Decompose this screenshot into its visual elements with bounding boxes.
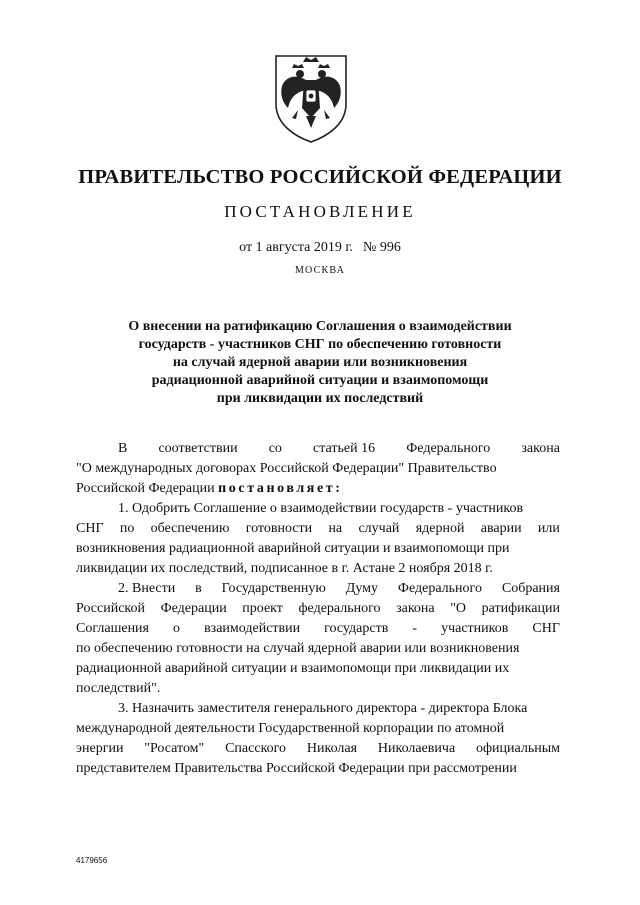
line-text: "О международных договорах Российской Федерации" Правительство [76, 461, 497, 476]
word: о [173, 621, 181, 636]
body-line [76, 679, 560, 699]
line-text: представителем Правительства Российской Федерации при рассмотрении [76, 761, 517, 776]
body-line [76, 719, 560, 739]
line-text: Российской Федерации [76, 481, 215, 496]
body-line [76, 619, 560, 639]
word: Соглашения [76, 621, 149, 636]
word: закона [521, 441, 560, 456]
body-line [76, 479, 560, 499]
word: ратификации [481, 601, 560, 616]
word: на [328, 521, 343, 536]
word: готовности [245, 521, 313, 536]
word: ядерной [415, 521, 465, 536]
word: Государственную [221, 581, 326, 596]
word: случай [358, 521, 400, 536]
word: закона [396, 601, 435, 616]
body-line [76, 459, 560, 479]
body-line [76, 759, 560, 779]
line-text: 1. Одобрить Соглашение о взаимодействии государств - участников [118, 501, 524, 516]
body-line [76, 499, 560, 519]
word: федерального [298, 601, 381, 616]
word: Собрания [501, 581, 560, 596]
body-line [76, 639, 560, 659]
word: статьей 16 [313, 441, 376, 456]
document-number: № 996 [363, 240, 401, 255]
body-line [76, 539, 560, 559]
word: Спасского [225, 741, 287, 756]
line-text: радиационной аварийной ситуации и взаимопомощи при ликвидации их [76, 661, 510, 676]
word: СНГ [76, 521, 104, 536]
word: Николаевича [377, 741, 456, 756]
word: энергии [76, 741, 124, 756]
resolves-word: постановляет: [218, 481, 343, 496]
line-text: ликвидации их последствий, подписанное в г. Астане 2 ноября 2018 г. [76, 561, 493, 576]
heading-line: радиационной аварийной ситуации и взаимопомощи [151, 373, 489, 388]
word: или [537, 521, 560, 536]
document-body [76, 439, 560, 779]
body-line [76, 579, 560, 599]
document-type: ПОСТАНОВЛЕНИЕ [224, 202, 416, 221]
word: Думу [345, 581, 379, 596]
word: 2. Внести [118, 581, 176, 596]
coat-of-arms-emblem [270, 52, 352, 144]
heading-line: государств - участников СНГ по обеспечению готовности [138, 337, 502, 352]
city: МОСКВА [294, 265, 346, 276]
body-line [76, 659, 560, 679]
word: проект [242, 601, 283, 616]
government-title: ПРАВИТЕЛЬСТВО РОССИЙСКОЙ ФЕДЕРАЦИИ [78, 166, 562, 188]
word: Федерального [397, 581, 482, 596]
word: Федерального [406, 441, 491, 456]
word: "О [450, 601, 467, 616]
document-heading [90, 318, 550, 408]
body-line [76, 699, 560, 719]
heading-line: О внесении на ратификацию Соглашения о взаимодействии [128, 319, 512, 334]
body-line [76, 599, 560, 619]
body-line [76, 519, 560, 539]
line-text: международной деятельности Государственной корпорации по атомной [76, 721, 505, 736]
word: - [412, 621, 418, 636]
word: СНГ [532, 621, 560, 636]
line-text: возникновения радиационной аварийной ситуации и взаимопомощи при [76, 541, 510, 556]
line-text: последствий". [76, 681, 161, 696]
body-line [76, 559, 560, 579]
word: государств [324, 621, 389, 636]
word: "Росатом" [144, 741, 205, 756]
line-text: 3. Назначить заместителя генерального директора - директора Блока [118, 701, 528, 716]
word: обеспечению [150, 521, 230, 536]
word: взаимодействии [204, 621, 301, 636]
word: В [118, 441, 128, 456]
word: по [119, 521, 135, 536]
word: Николая [306, 741, 358, 756]
document-date-line [0, 240, 640, 256]
word: Федерации [160, 601, 227, 616]
word: аварии [480, 521, 522, 536]
body-line [76, 439, 560, 459]
document-date: от 1 августа 2019 г. [239, 240, 354, 255]
word: Российской [76, 601, 145, 616]
word: со [268, 441, 282, 456]
word: участников [441, 621, 509, 636]
line-text: по обеспечению готовности на случай ядерной аварии или возникновения [76, 641, 520, 656]
word: официальным [475, 741, 560, 756]
heading-line: на случай ядерной аварии или возникновения [172, 355, 468, 370]
word: соответствии [158, 441, 238, 456]
document-code: 4179656 [76, 856, 108, 865]
body-line [76, 739, 560, 759]
word: в [195, 581, 202, 596]
heading-line: при ликвидации их последствий [216, 391, 424, 406]
